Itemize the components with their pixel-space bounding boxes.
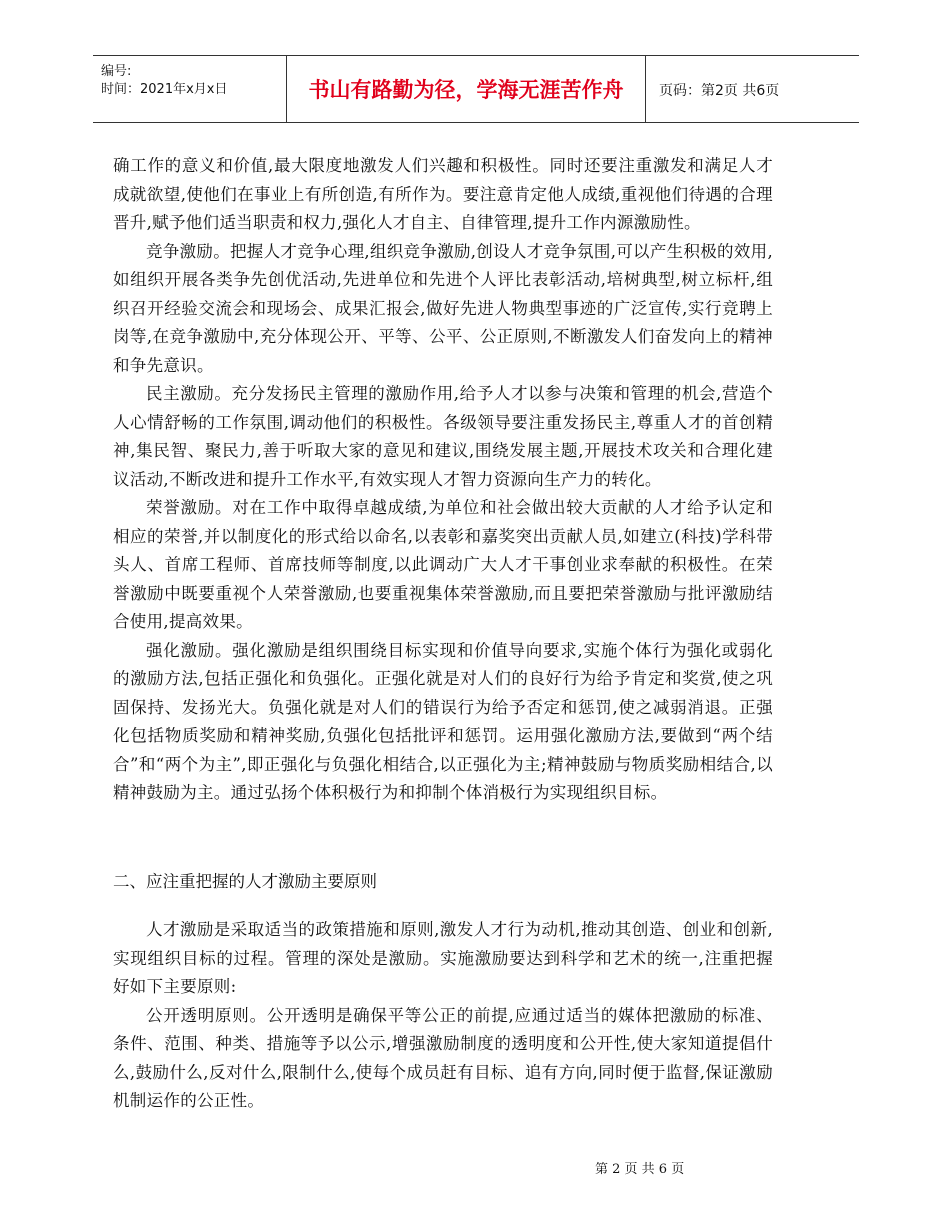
paragraph-democratic-incentive: 民主激励。充分发扬民主管理的激励作用,给予人才以参与决策和管理的机会,营造个人心情舒畅的工作氛围,调动他们的积极性。各级领导要注重发扬民主,尊重人才的首创精神,集民智、聚民力,善于听取大家的意见和建议,围绕发展主题,开展技术攻关和合理化建议活动,不断改进和提升工作水平,有效实现人才智力资源向生产力的转化。 [113, 384, 773, 489]
paragraph-reinforcement-incentive: 强化激励。强化激励是组织围绕目标实现和价值导向要求,实施个体行为强化或弱化的激励方法,包括正强化和负强化。正强化就是对人们的良好行为给予肯定和奖赏,使之巩固保持、发扬光大。负强化就是对人们的错误行为给予否定和惩罚,使之减弱消退。正强化包括物质奖励和精神奖励,负强化包括批评和惩罚。运用强化激励方法,要做到“两个结合”和“两个为主”,即正强化与负强化相结合,以正强化为主;精神鼓励与物质奖励相结合,以精神鼓励为主。通过弘扬个体积极行为和抑制个体消极行为实现组织目标。 [113, 640, 773, 802]
page-number-label: 页码：第2页 共6页 [659, 83, 780, 99]
section-title: 二、应注重把握的人才激励主要原则 [113, 872, 377, 891]
paragraph-transparency-principle: 公开透明原则。公开透明是确保平等公正的前提,应通过适当的媒体把激励的标准、条件、范围、种类、措施等予以公示,增强激励制度的透明度和公开性,使大家知道提倡什么,鼓励什么,反对什么,限制什么,使每个成员赶有目标、追有方向,同时便于监督,保证激励机制运作的公正性。 [113, 1005, 773, 1110]
body-text-section-2 [113, 916, 773, 1116]
paragraph-intro: 人才激励是采取适当的政策措施和原则,激发人才行为动机,推动其创造、创业和创新,实现组织目标的过程。管理的深处是激励。实施激励要达到科学和艺术的统一,注重把握好如下主要原则: [113, 920, 773, 996]
time-label: 时间：2021年x月x日 [101, 82, 228, 97]
paragraph-continuation: 确工作的意义和价值,最大限度地激发人们兴趣和积极性。同时还要注重激发和满足人才成就欲望,使他们在事业上有所创造,有所作为。要注意肯定他人成绩,重视他们待遇的合理晋升,赋予他们适当职责和权力,强化人才自主、自律管理,提升工作内源激励性。 [113, 156, 773, 232]
page-header [93, 55, 859, 123]
page-footer: 第 2 页 共 6 页 [595, 1162, 685, 1177]
body-text [113, 152, 773, 808]
paragraph-honor-incentive: 荣誉激励。对在工作中取得卓越成绩,为单位和社会做出较大贡献的人才给予认定和相应的荣誉,并以制度化的形式给以命名,以表彰和嘉奖突出贡献人员,如建立(科技)学科带头人、首席工程师、首席技师等制度,以此调动广大人才干事创业求奉献的积极性。在荣誉激励中既要重视个人荣誉激励,也要重视集体荣誉激励,而且要把荣誉激励与批评激励结合使用,提高效果。 [113, 498, 773, 631]
header-meta [93, 56, 287, 122]
paragraph-competition-incentive: 竞争激励。把握人才竞争心理,组织竞争激励,创设人才竞争氛围,可以产生积极的效用,如组织开展各类争先创优活动,先进单位和先进个人评比表彰活动,培树典型,树立标杆,组织召开经验交流会和现场会、成果汇报会,做好先进人物典型事迹的广泛宣传,实行竞聘上岗等,在竞争激励中,充分体现公开、平等、公平、公正原则,不断激发人们奋发向上的精神和争先意识。 [113, 241, 773, 375]
header-motto: 书山有路勤为径，学海无涯苦作舟 [287, 56, 646, 122]
code-label: 编号: [101, 64, 132, 79]
